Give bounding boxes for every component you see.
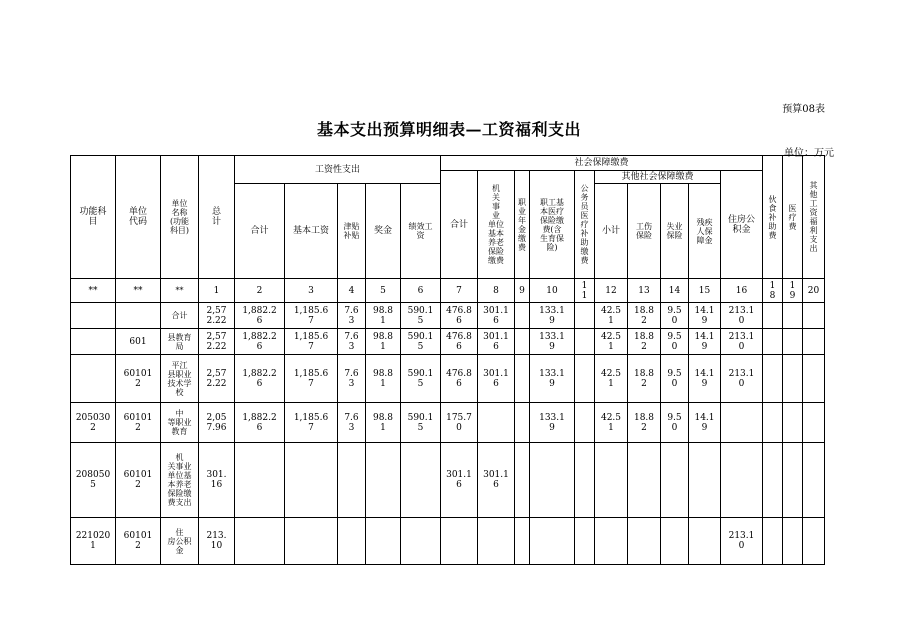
table-cell: 590.1 5 [401, 303, 441, 329]
table-cell: 42.5 1 [595, 355, 628, 403]
table-cell: 16 [721, 279, 763, 303]
table-cell: 590.1 5 [401, 355, 441, 403]
table-cell: 1,185.6 7 [285, 303, 338, 329]
table-cell [515, 443, 530, 518]
table-cell [441, 518, 478, 565]
table-cell: 133.1 9 [530, 303, 575, 329]
table-cell [763, 443, 783, 518]
table-cell [366, 518, 401, 565]
data-row [71, 355, 825, 403]
header-social-group: 社会保障缴费 [441, 156, 763, 171]
table-cell [803, 443, 825, 518]
table-cell: 4 [338, 279, 366, 303]
table-cell: 机 关事业 单位基 本养老 保险缴 费支出 [161, 443, 199, 518]
header-disabled: 残疾 人保 障金 [689, 184, 721, 279]
header-func-subject: 功能科 目 [71, 156, 116, 279]
header-housing: 住房公 积金 [721, 171, 763, 279]
table-cell: 3 [285, 279, 338, 303]
header-unemployment: 失业 保险 [661, 184, 689, 279]
table-cell: 12 [595, 279, 628, 303]
form-code: 预算08表 [782, 104, 825, 115]
table-cell: 1,185.6 7 [285, 355, 338, 403]
table-cell: 98.8 1 [366, 403, 401, 443]
header-row-1 [71, 156, 825, 171]
table-cell: 1,882.2 6 [235, 403, 285, 443]
table-cell: 县教育 局 [161, 329, 199, 355]
table-cell [763, 329, 783, 355]
table-cell: 301.1 6 [478, 329, 515, 355]
table-cell: 133.1 9 [530, 403, 575, 443]
header-basic-wage: 基本工资 [285, 184, 338, 279]
table-cell: ** [161, 279, 199, 303]
header-injury: 工伤 保险 [628, 184, 661, 279]
table-cell [285, 518, 338, 565]
table-cell: 213.1 0 [721, 355, 763, 403]
table-cell: 1 9 [783, 279, 803, 303]
header-unit-code: 单位 代码 [116, 156, 161, 279]
table-cell: 60101 2 [116, 518, 161, 565]
header-civil-medical: 公 务 员 医 疗 补 助 缴 费 [575, 171, 595, 279]
data-row [71, 518, 825, 565]
header-subtotal: 小计 [595, 184, 628, 279]
table-cell: 9.5 0 [661, 329, 689, 355]
table-cell [803, 303, 825, 329]
table-cell [763, 303, 783, 329]
header-bonus: 奖金 [366, 184, 401, 279]
table-cell: 7.6 3 [338, 329, 366, 355]
table-cell: 1,185.6 7 [285, 403, 338, 443]
table-cell: 42.5 1 [595, 303, 628, 329]
table-cell [783, 518, 803, 565]
table-cell: 7.6 3 [338, 355, 366, 403]
table-cell: 1 [199, 279, 235, 303]
table-cell [116, 303, 161, 329]
table-cell: 9.5 0 [661, 303, 689, 329]
table-cell [515, 518, 530, 565]
data-row [71, 443, 825, 518]
table-cell: 6 [401, 279, 441, 303]
table-cell [235, 518, 285, 565]
header-merit-pay: 绩效工 资 [401, 184, 441, 279]
table-cell: 7 [441, 279, 478, 303]
table-cell: 18.8 2 [628, 403, 661, 443]
header-medical-fee: 医 疗 费 [783, 156, 803, 279]
table-cell: 20 [803, 279, 825, 303]
table-cell: 9 [515, 279, 530, 303]
table-cell: 5 [366, 279, 401, 303]
table-cell: 1,882.2 6 [235, 303, 285, 329]
table-cell: 1,882.2 6 [235, 329, 285, 355]
table-cell: 7.6 3 [338, 303, 366, 329]
table-cell: 205030 2 [71, 403, 116, 443]
table-cell: 18.8 2 [628, 329, 661, 355]
table-cell [401, 443, 441, 518]
table-cell: 1,882.2 6 [235, 355, 285, 403]
table-cell: 60101 2 [116, 355, 161, 403]
table-cell: 10 [530, 279, 575, 303]
data-row [71, 303, 825, 329]
header-total: 总 计 [199, 156, 235, 279]
table-cell: 213. 10 [199, 518, 235, 565]
table-cell [783, 355, 803, 403]
table-cell: 98.8 1 [366, 329, 401, 355]
table-cell: 42.5 1 [595, 403, 628, 443]
data-row [71, 403, 825, 443]
header-wage-group: 工资性支出 [235, 156, 441, 184]
table-cell [71, 303, 116, 329]
table-cell: 590.1 5 [401, 329, 441, 355]
table-cell [366, 443, 401, 518]
table-cell [783, 329, 803, 355]
table-cell [803, 403, 825, 443]
table-cell: 601 [116, 329, 161, 355]
table-cell: 476.8 6 [441, 329, 478, 355]
table-cell [515, 303, 530, 329]
table-cell [338, 518, 366, 565]
table-cell [763, 518, 783, 565]
table-cell [478, 403, 515, 443]
header-allowance: 津贴 补贴 [338, 184, 366, 279]
table-cell [595, 443, 628, 518]
table-cell: 208050 5 [71, 443, 116, 518]
table-cell: 15 [689, 279, 721, 303]
table-cell [575, 443, 595, 518]
table-cell: 14.1 9 [689, 355, 721, 403]
header-unit-name: 单位 名称 (功能 科目) [161, 156, 199, 279]
table-cell [803, 518, 825, 565]
table-cell: 301.1 6 [441, 443, 478, 518]
header-meal: 伙 食 补 助 费 [763, 156, 783, 279]
table-cell: 60101 2 [116, 403, 161, 443]
table-cell: 98.8 1 [366, 355, 401, 403]
table-cell [783, 403, 803, 443]
table-cell: 平江 县职业 技术学 校 [161, 355, 199, 403]
table-cell: 301. 16 [199, 443, 235, 518]
table-cell: 301.1 6 [478, 355, 515, 403]
table-cell [803, 355, 825, 403]
table-cell [575, 403, 595, 443]
table-cell [575, 329, 595, 355]
table-cell: 476.8 6 [441, 355, 478, 403]
table-cell [338, 443, 366, 518]
table-cell: ** [71, 279, 116, 303]
table-cell: 住 房公积 金 [161, 518, 199, 565]
table-cell: 9.5 0 [661, 355, 689, 403]
table-cell [71, 355, 116, 403]
table-cell: 1 1 [575, 279, 595, 303]
table-cell: 7.6 3 [338, 403, 366, 443]
table-cell: 合计 [161, 303, 199, 329]
table-cell: 221020 1 [71, 518, 116, 565]
table-cell: 14.1 9 [689, 329, 721, 355]
budget-table [70, 155, 825, 565]
table-cell: 301.1 6 [478, 303, 515, 329]
table-cell: 1 8 [763, 279, 783, 303]
table-cell: ** [116, 279, 161, 303]
table-cell: 中 等职业 教育 [161, 403, 199, 443]
header-wage-total: 合计 [235, 184, 285, 279]
header-other-group: 其他社会保障缴费 [595, 171, 721, 184]
header-pension: 机 关 事 业 单位 基本 养老 保险 缴费 [478, 171, 515, 279]
header-annuity: 职 业 年 金 缴 费 [515, 171, 530, 279]
table-cell [575, 518, 595, 565]
table-cell [763, 355, 783, 403]
table-cell: 133.1 9 [530, 355, 575, 403]
page-title: 基本支出预算明细表—工资福利支出 [316, 120, 581, 139]
table-cell [575, 355, 595, 403]
table-cell: 2,05 7.96 [199, 403, 235, 443]
table-cell: 213.1 0 [721, 303, 763, 329]
index-row [71, 279, 825, 303]
table-cell: 42.5 1 [595, 329, 628, 355]
table-cell [661, 443, 689, 518]
table-cell [478, 518, 515, 565]
table-cell: 2,57 2.22 [199, 303, 235, 329]
table-cell [71, 329, 116, 355]
table-cell: 213.1 0 [721, 518, 763, 565]
table-cell [515, 355, 530, 403]
table-cell [628, 518, 661, 565]
table-cell: 9.5 0 [661, 403, 689, 443]
table-cell: 476.8 6 [441, 303, 478, 329]
table-cell [285, 443, 338, 518]
table-cell [783, 443, 803, 518]
table-cell [763, 403, 783, 443]
header-medical: 职工基 本医疗 保险缴 费(含 生育保 险) [530, 171, 575, 279]
table-cell: 133.1 9 [530, 329, 575, 355]
table-cell: 18.8 2 [628, 355, 661, 403]
table-cell [721, 443, 763, 518]
header-other-welfare: 其 他 工 资 福 利 支 出 [803, 156, 825, 279]
table-cell: 301.1 6 [478, 443, 515, 518]
table-cell: 8 [478, 279, 515, 303]
table-cell: 2,57 2.22 [199, 329, 235, 355]
table-cell [515, 403, 530, 443]
table-cell: 14.1 9 [689, 403, 721, 443]
table-cell [530, 443, 575, 518]
table-cell: 14 [661, 279, 689, 303]
table-cell [595, 518, 628, 565]
table-cell: 18.8 2 [628, 303, 661, 329]
table-cell [721, 403, 763, 443]
table-cell [628, 443, 661, 518]
table-cell: 13 [628, 279, 661, 303]
table-cell: 213.1 0 [721, 329, 763, 355]
table-cell: 2,57 2.22 [199, 355, 235, 403]
table-cell [689, 443, 721, 518]
table-cell [783, 303, 803, 329]
table-cell [575, 303, 595, 329]
table-cell: 14.1 9 [689, 303, 721, 329]
table-cell [401, 518, 441, 565]
table-cell: 98.8 1 [366, 303, 401, 329]
table-cell [803, 329, 825, 355]
table-cell: 60101 2 [116, 443, 161, 518]
table-cell: 175.7 0 [441, 403, 478, 443]
table-cell [235, 443, 285, 518]
table-cell: 590.1 5 [401, 403, 441, 443]
header-social-total: 合计 [441, 171, 478, 279]
table-cell: 2 [235, 279, 285, 303]
table-cell: 1,185.6 7 [285, 329, 338, 355]
table-cell [515, 329, 530, 355]
table-cell [661, 518, 689, 565]
data-row [71, 329, 825, 355]
table-cell [689, 518, 721, 565]
table-cell [530, 518, 575, 565]
unit-label: 单位：万元 [784, 148, 834, 159]
